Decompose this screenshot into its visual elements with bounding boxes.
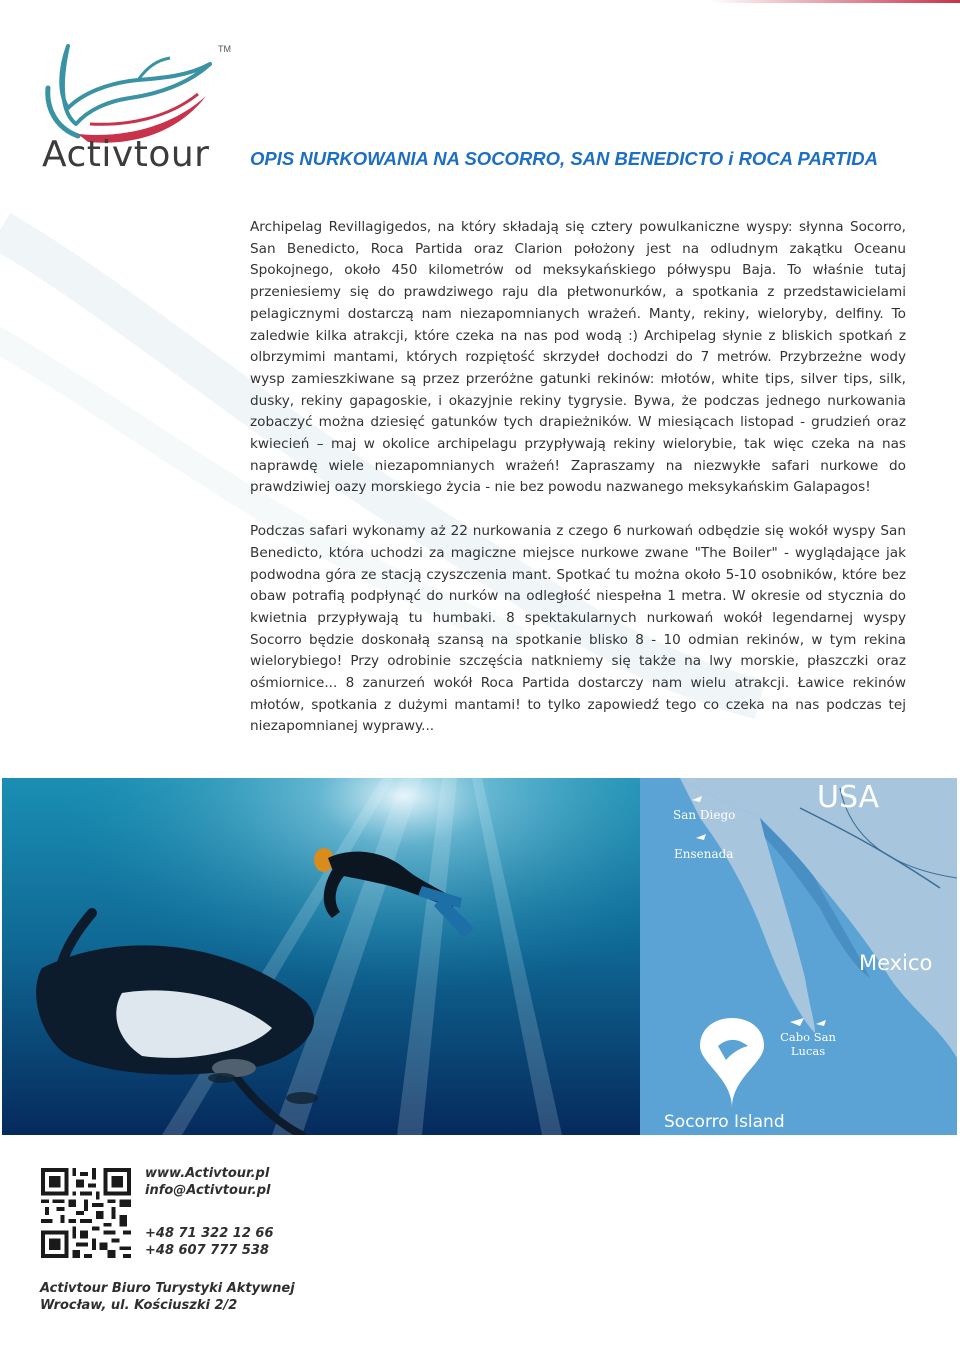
baja-california-map xyxy=(640,778,957,1135)
top-accent-line xyxy=(710,0,960,3)
company-name: Activtour Biuro Turystyki Aktywnej xyxy=(40,1281,295,1296)
contact-web-block xyxy=(145,1165,270,1199)
map-label-cabo-san-lucas: Cabo San Lucas xyxy=(780,1030,836,1058)
map-label-usa: USA xyxy=(817,780,880,815)
email-link[interactable]: info@Activtour.pl xyxy=(145,1183,271,1198)
map-label-san-diego: San Diego xyxy=(673,808,736,822)
description-text xyxy=(250,217,906,738)
phone-number-1[interactable]: +48 71 322 12 66 xyxy=(145,1226,274,1241)
qr-code-icon[interactable] xyxy=(40,1168,132,1258)
street-address: Wrocław, ul. Kościuszki 2/2 xyxy=(40,1298,238,1313)
map-label-ensenada: Ensenada xyxy=(674,847,734,861)
map-label-mexico: Mexico xyxy=(859,951,933,975)
activtour-logo[interactable] xyxy=(38,38,231,175)
paragraph-safari: Podczas safari wykonamy aż 22 nurkowania z czego 6 nurkowań odbędzie się wokół wyspy San Benedicto, która uchodzi za magiczne miejsce nurkowe zwane "The Boiler" - wyglądające jak podwodna góra ze stacją czyszczenia mant. Spotkać tu można około 5-10 osobników, które bez obaw potrafią podpłynąć do nurków na odległość niespełna 1 metra. W okresie od stycznia do kwietnia przypływają tu humbaki. 8 spektakularnych nurkowań wokół legendarnej wyspy Socorro będzie doskonałą szansą na spotkanie blisko 8 - 10 odmian rekinów, w tym rekina wielorybiego! Przy odrobinie szczęścia natkniemy się także na lwy morskie, płaszczki oraz ośmiornice... 8 zanurzeń wokół Roca Partida dostarczy nam wielu atrakcji. Ławice rekinów młotów, spotkania z dużymi mantami! to tylko zapowiedź tego co czeka na nas podczas tej niezapomnianej wyprawy... xyxy=(250,523,906,735)
logo-wordmark: Activtour xyxy=(42,134,210,175)
manta-diver-photo xyxy=(2,778,640,1135)
paragraph-intro: Archipelag Revillagigedos, na który składają się cztery powulkaniczne wyspy: słynna Socorro, San Benedicto, Roca Partida oraz Clarion położony jest na odludnym zakątku Oceanu Spokojnego, około 450 kilometrów od meksykańskiego półwyspu Baja. To właśnie tutaj przeniesiemy się do prawdziwego raju dla płetwonurków, a spotkania z przedstawicielami pelagicznymi dostarczą nam niezapomnianych wrażeń. Manty, rekiny, wieloryby, delfiny. To zaledwie kilka atrakcji, które czeka na nas pod wodą :) Archipelag słynie z bliskich spotkań z olbrzymimi mantami, których rozpiętość skrzydeł dochodzi do 7 metrów. Przybrzeżne wody wysp zamieszkiwane są przez przeróżne gatunki rekinów: młotów, white tips, silver tips, silk, dusky, rekiny gapagoskie, i okazyjnie rekiny tygrysie. Bywa, że podczas jednego nurkowania zobaczyć można dziesięć gatunków tych drapieżników. W miesiącach listopad - grudzień oraz kwiecień – maj w okolice archipelagu przypływają rekiny wielorybie, tak więc czeka na nas naprawdę wiele niezapomnianych wrażeń! Zapraszamy na niezwykłe safari nurkowe do prawdziwiej oazy morskiego życia - nie bez powodu nazwanego meksykańskim Galapagos! xyxy=(250,219,906,496)
manta-logo-icon xyxy=(38,38,228,148)
map-label-socorro-island: Socorro Island xyxy=(664,1112,785,1132)
contact-phone-block xyxy=(145,1225,274,1259)
company-address xyxy=(40,1280,295,1314)
website-link[interactable]: www.Activtour.pl xyxy=(145,1166,270,1181)
phone-number-2[interactable]: +48 607 777 538 xyxy=(145,1243,269,1258)
trademark-symbol: TM xyxy=(218,44,231,54)
page-title: OPIS NURKOWANIA NA SOCORRO, SAN BENEDICTO i ROCA PARTIDA xyxy=(250,148,879,169)
